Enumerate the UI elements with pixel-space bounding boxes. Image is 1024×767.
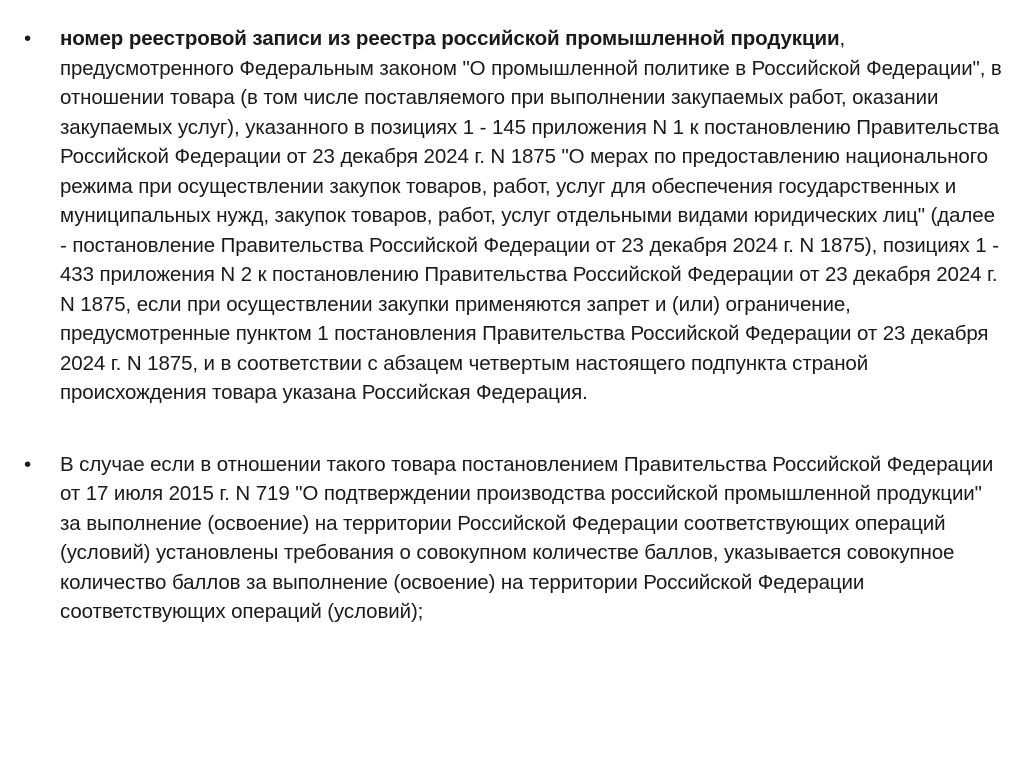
bullet-list [24, 24, 1004, 627]
bullet-body: , предусмотренного Федеральным законом "О промышленной политике в Российской Федерации", в отношении товара (в том числе поставляемого при выполнении закупаемых работ, оказании закупаемых услуг), указанного в позициях 1 - 145 приложения N 1 к постановлению Правительства Российской Федерации от 23 декабря 2024 г. N 1875 "О мерах по предоставлению национального режима при осуществлении закупок товаров, работ, услуг для обеспечения государственных и муниципальных нужд, закупок товаров, работ, услуг отдельными видами юридических лиц" (далее - постановление Правительства Российской Федерации от 23 декабря 2024 г. N 1875), позициях 1 - 433 приложения N 2 к постановлению Правительства Российской Федерации от 23 декабря 2024 г. N 1875, если при осуществлении закупки применяются запрет и (или) ограничение, предусмотренные пунктом 1 постановления Правительства Российской Федерации от 23 декабря 2024 г. N 1875, и в соответствии с абзацем четвертым настоящего подпункта страной происхождения товара указана Российская Федерация. [60, 27, 1002, 404]
bullet-item-registry-number [24, 24, 1004, 408]
bullet-text [60, 27, 1002, 404]
bullet-item-points-requirement [24, 450, 1004, 627]
bullet-marker: • [24, 452, 32, 476]
bullet-text [60, 453, 993, 624]
bullet-lead-bold: номер реестровой записи из реестра российской промышленной продукции [60, 27, 840, 50]
bullet-marker: • [24, 27, 32, 50]
bullet-body: В случае если в отношении такого товара постановлением Правительства Российской Федерации от 17 июля 2015 г. N 719 "О подтверждении производства российской промышленной продукции" за выполнение (освоение) на территории Российской Федерации соответствующих операций (условий) установлены требования о совокупном количестве баллов, указывается совокупное количество баллов за выполнение (освоение) на территории Российской Федерации соответствующих операций (условий); [60, 452, 994, 623]
